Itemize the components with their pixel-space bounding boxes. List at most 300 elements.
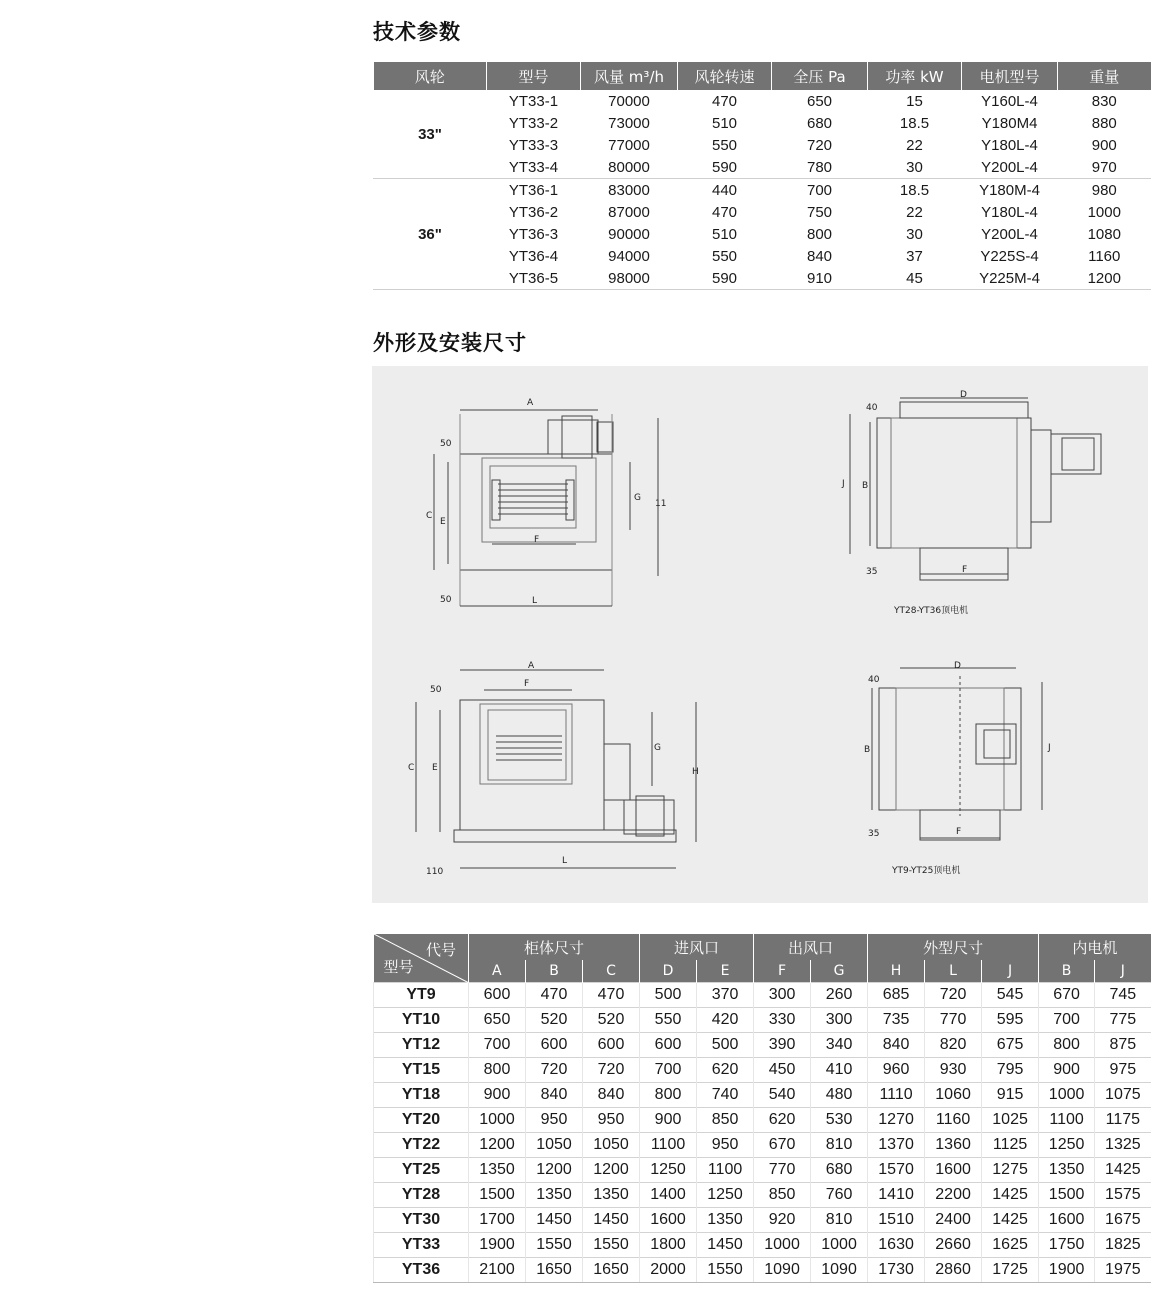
dim-model-cell: YT10: [374, 1008, 469, 1033]
spec-cell: 1160: [1058, 245, 1151, 267]
dim-value-cell: 1725: [982, 1258, 1039, 1283]
spec-cell: 1200: [1058, 267, 1151, 290]
label-bottom-A: A: [528, 661, 535, 671]
dim-value-cell: 340: [811, 1033, 868, 1058]
dim-value-cell: 2100: [469, 1258, 526, 1283]
spec-cell: 80000: [581, 156, 678, 179]
spec-cell: 15: [868, 90, 962, 112]
dim-value-cell: 500: [697, 1033, 754, 1058]
dim-value-cell: 670: [1039, 983, 1095, 1008]
dim-value-cell: 770: [754, 1158, 811, 1183]
dim-value-cell: 1200: [526, 1158, 583, 1183]
spec-cell: 750: [772, 201, 868, 223]
dim-model-cell: YT22: [374, 1133, 469, 1158]
dim-value-cell: 1450: [583, 1208, 640, 1233]
sub-col-C: C: [583, 960, 640, 983]
dim-value-cell: 700: [1039, 1008, 1095, 1033]
spec-cell: 1080: [1058, 223, 1151, 245]
dim-value-cell: 1275: [982, 1158, 1039, 1183]
dim-value-cell: 1350: [583, 1183, 640, 1208]
spec-cell: 18.5: [868, 179, 962, 202]
label-top-50b: 50: [440, 595, 452, 605]
dim-value-cell: 1550: [526, 1233, 583, 1258]
dim-value-cell: 1090: [811, 1258, 868, 1283]
elevation-view-bottom-motor: [416, 670, 696, 868]
dim-value-cell: 480: [811, 1083, 868, 1108]
dim-value-cell: 1250: [697, 1183, 754, 1208]
dim-value-cell: 1090: [754, 1258, 811, 1283]
dim-value-cell: 470: [583, 983, 640, 1008]
group-cabinet: 柜体尺寸: [469, 934, 640, 960]
dim-value-cell: 600: [469, 983, 526, 1008]
dim-value-cell: 1050: [583, 1133, 640, 1158]
spec-cell: 98000: [581, 267, 678, 290]
dim-subheader-row: [374, 960, 1151, 983]
spec-col-airflow: 风量 m³/h: [581, 62, 678, 90]
dim-row: [374, 1058, 1151, 1083]
dim-value-cell: 1650: [583, 1258, 640, 1283]
dim-value-cell: 1800: [640, 1233, 697, 1258]
dim-value-cell: 900: [640, 1108, 697, 1133]
wheel-size-cell: 33": [374, 90, 487, 179]
spec-cell: Y180L-4: [962, 201, 1058, 223]
spec-cell: 550: [678, 134, 772, 156]
spec-cell: 77000: [581, 134, 678, 156]
spec-cell: Y225S-4: [962, 245, 1058, 267]
dim-value-cell: 915: [982, 1083, 1039, 1108]
dim-value-cell: 1160: [925, 1108, 982, 1133]
sub-col-F: F: [754, 960, 811, 983]
spec-cell: Y180M-4: [962, 179, 1058, 202]
dim-value-cell: 760: [811, 1183, 868, 1208]
dim-value-cell: 540: [754, 1083, 811, 1108]
spec-cell: 18.5: [868, 112, 962, 134]
label-top-C: C: [426, 511, 433, 521]
spec-cell: 910: [772, 267, 868, 290]
label-top-G: G: [634, 493, 641, 503]
spec-cell: 550: [678, 245, 772, 267]
label-bottom-H: H: [692, 767, 699, 777]
sub-col-L: L: [925, 960, 982, 983]
dim-value-cell: 1600: [925, 1158, 982, 1183]
dim-value-cell: 260: [811, 983, 868, 1008]
dim-model-cell: YT9: [374, 983, 469, 1008]
elevation-view-top-motor: [434, 410, 658, 606]
spec-cell: Y160L-4: [962, 90, 1058, 112]
dim-value-cell: 850: [697, 1108, 754, 1133]
dim-value-cell: 1450: [526, 1208, 583, 1233]
label-top-L: L: [532, 596, 538, 606]
dim-value-cell: 1510: [868, 1208, 925, 1233]
spec-col-model: 型号: [487, 62, 581, 90]
dim-value-cell: 960: [868, 1058, 925, 1083]
spec-cell: 70000: [581, 90, 678, 112]
dim-value-cell: 900: [469, 1083, 526, 1108]
caption-top-motor-small: YT9-YT25顶电机: [892, 866, 961, 876]
dim-value-cell: 450: [754, 1058, 811, 1083]
dim-value-cell: 1000: [754, 1233, 811, 1258]
label-top-11: 11: [655, 499, 667, 509]
dim-value-cell: 920: [754, 1208, 811, 1233]
dim-value-cell: 670: [754, 1133, 811, 1158]
dim-value-cell: 1625: [982, 1233, 1039, 1258]
dim-value-cell: 1200: [583, 1158, 640, 1183]
dim-row: [374, 1183, 1151, 1208]
dim-value-cell: 700: [469, 1033, 526, 1058]
spec-cell: YT36-3: [487, 223, 581, 245]
dim-value-cell: 735: [868, 1008, 925, 1033]
dim-value-cell: 680: [811, 1158, 868, 1183]
dim-value-cell: 800: [640, 1083, 697, 1108]
spec-cell: 590: [678, 267, 772, 290]
specs-section-title: 技术参数: [373, 20, 461, 44]
dim-value-cell: 1630: [868, 1233, 925, 1258]
wheel-size-cell: 36": [374, 179, 487, 290]
dim-value-cell: 1270: [868, 1108, 925, 1133]
sub-col-J: J: [982, 960, 1039, 983]
label-bottom-right-40: 40: [868, 675, 880, 685]
dim-value-cell: 1200: [469, 1133, 526, 1158]
label-bottom-right-F: F: [956, 827, 962, 837]
dim-value-cell: 1100: [1039, 1108, 1095, 1133]
dim-value-cell: 950: [697, 1133, 754, 1158]
dim-value-cell: 1570: [868, 1158, 925, 1183]
spec-cell: 440: [678, 179, 772, 202]
dim-value-cell: 1410: [868, 1183, 925, 1208]
dim-value-cell: 840: [583, 1083, 640, 1108]
spec-col-weight: 重量: [1058, 62, 1151, 90]
spec-row: [374, 245, 1151, 267]
spec-cell: 470: [678, 90, 772, 112]
spec-table: [373, 62, 1151, 290]
dim-value-cell: 2400: [925, 1208, 982, 1233]
dim-value-cell: 1110: [868, 1083, 925, 1108]
dim-value-cell: 1100: [697, 1158, 754, 1183]
dim-value-cell: 370: [697, 983, 754, 1008]
spec-col-power: 功率 kW: [868, 62, 962, 90]
spec-col-pressure: 全压 Pa: [772, 62, 868, 90]
dim-value-cell: 1450: [697, 1233, 754, 1258]
sub-col-H: H: [868, 960, 925, 983]
dim-value-cell: 1050: [526, 1133, 583, 1158]
label-bottom-right-35: 35: [868, 829, 880, 839]
label-top-50a: 50: [440, 439, 452, 449]
dim-value-cell: 1500: [1039, 1183, 1095, 1208]
dim-row: [374, 1208, 1151, 1233]
dim-value-cell: 2200: [925, 1183, 982, 1208]
spec-row: [374, 112, 1151, 134]
dim-value-cell: 1700: [469, 1208, 526, 1233]
group-outline: 外型尺寸: [868, 934, 1039, 960]
label-top-A: A: [527, 398, 534, 408]
dim-value-cell: 470: [526, 983, 583, 1008]
dim-value-cell: 800: [469, 1058, 526, 1083]
label-right-D: D: [960, 390, 967, 400]
dim-value-cell: 900: [1039, 1058, 1095, 1083]
dim-value-cell: 300: [811, 1008, 868, 1033]
spec-cell: 680: [772, 112, 868, 134]
dim-value-cell: 1900: [1039, 1258, 1095, 1283]
dim-value-cell: 2660: [925, 1233, 982, 1258]
dim-model-cell: YT12: [374, 1033, 469, 1058]
dim-row: [374, 1008, 1151, 1033]
spec-cell: 22: [868, 134, 962, 156]
spec-row: [374, 179, 1151, 202]
dim-model-cell: YT33: [374, 1233, 469, 1258]
dim-value-cell: 300: [754, 983, 811, 1008]
dim-value-cell: 930: [925, 1058, 982, 1083]
dim-model-cell: YT15: [374, 1058, 469, 1083]
spec-row: [374, 134, 1151, 156]
spec-cell: 840: [772, 245, 868, 267]
dim-value-cell: 1425: [1095, 1158, 1151, 1183]
spec-cell: YT33-1: [487, 90, 581, 112]
dim-value-cell: 820: [925, 1033, 982, 1058]
spec-cell: YT36-5: [487, 267, 581, 290]
dim-value-cell: 675: [982, 1033, 1039, 1058]
dim-value-cell: 1075: [1095, 1083, 1151, 1108]
spec-cell: 30: [868, 223, 962, 245]
spec-cell: 22: [868, 201, 962, 223]
label-bottom-right-D: D: [954, 661, 961, 671]
spec-cell: 830: [1058, 90, 1151, 112]
dim-value-cell: 1975: [1095, 1258, 1151, 1283]
spec-cell: 880: [1058, 112, 1151, 134]
dim-value-cell: 1100: [640, 1133, 697, 1158]
dim-value-cell: 1025: [982, 1108, 1039, 1133]
dim-value-cell: 745: [1095, 983, 1151, 1008]
spec-cell: 980: [1058, 179, 1151, 202]
spec-cell: 37: [868, 245, 962, 267]
dim-value-cell: 2000: [640, 1258, 697, 1283]
sub-col-D: D: [640, 960, 697, 983]
dimension-table: [373, 934, 1151, 1283]
spec-cell: 970: [1058, 156, 1151, 179]
spec-cell: 510: [678, 223, 772, 245]
dim-value-cell: 545: [982, 983, 1039, 1008]
dim-group-header-row: [374, 934, 1151, 960]
group-inner-motor: 内电机: [1039, 934, 1151, 960]
spec-col-wheel: 风轮: [374, 62, 487, 90]
drawings-svg: [372, 366, 1148, 903]
dim-value-cell: 1350: [1039, 1158, 1095, 1183]
group-inlet: 进风口: [640, 934, 754, 960]
caption-top-motor-large: YT28-YT36顶电机: [894, 606, 969, 616]
dim-row: [374, 1258, 1151, 1283]
dim-value-cell: 390: [754, 1033, 811, 1058]
sub-col-G: G: [811, 960, 868, 983]
spec-cell: 1000: [1058, 201, 1151, 223]
dim-value-cell: 840: [526, 1083, 583, 1108]
spec-cell: 510: [678, 112, 772, 134]
sub-col-E: E: [697, 960, 754, 983]
dim-row: [374, 1108, 1151, 1133]
dim-value-cell: 1750: [1039, 1233, 1095, 1258]
spec-cell: 90000: [581, 223, 678, 245]
dim-value-cell: 595: [982, 1008, 1039, 1033]
dim-model-cell: YT25: [374, 1158, 469, 1183]
spec-cell: Y200L-4: [962, 156, 1058, 179]
dim-value-cell: 1060: [925, 1083, 982, 1108]
dim-model-cell: YT30: [374, 1208, 469, 1233]
dim-value-cell: 420: [697, 1008, 754, 1033]
label-top-F: F: [534, 535, 540, 545]
dim-value-cell: 1400: [640, 1183, 697, 1208]
spec-row: [374, 156, 1151, 179]
spec-row: [374, 223, 1151, 245]
spec-col-speed: 风轮转速: [678, 62, 772, 90]
spec-cell: YT33-4: [487, 156, 581, 179]
label-bottom-L: L: [562, 856, 568, 866]
dim-value-cell: 1425: [982, 1183, 1039, 1208]
dim-value-cell: 800: [1039, 1033, 1095, 1058]
dim-row: [374, 1233, 1151, 1258]
spec-row: [374, 201, 1151, 223]
dim-corner-cell: [374, 934, 469, 983]
plan-view-bottom-motor: [872, 668, 1042, 840]
spec-cell: 87000: [581, 201, 678, 223]
spec-cell: Y180M4: [962, 112, 1058, 134]
dim-value-cell: 1175: [1095, 1108, 1151, 1133]
dim-value-cell: 1325: [1095, 1133, 1151, 1158]
dim-value-cell: 1550: [583, 1233, 640, 1258]
spec-cell: 780: [772, 156, 868, 179]
label-right-B: B: [862, 481, 869, 491]
sub-col-B: B: [526, 960, 583, 983]
spec-cell: YT33-2: [487, 112, 581, 134]
dim-value-cell: 1500: [469, 1183, 526, 1208]
dim-value-cell: 600: [526, 1033, 583, 1058]
spec-cell: 30: [868, 156, 962, 179]
dim-value-cell: 1350: [697, 1208, 754, 1233]
dim-value-cell: 875: [1095, 1033, 1151, 1058]
spec-cell: 700: [772, 179, 868, 202]
dim-value-cell: 1425: [982, 1208, 1039, 1233]
dim-value-cell: 950: [526, 1108, 583, 1133]
dim-row: [374, 1033, 1151, 1058]
dim-value-cell: 520: [526, 1008, 583, 1033]
dim-value-cell: 1825: [1095, 1233, 1151, 1258]
dim-value-cell: 1900: [469, 1233, 526, 1258]
spec-cell: 83000: [581, 179, 678, 202]
dim-value-cell: 1000: [469, 1108, 526, 1133]
dim-value-cell: 1575: [1095, 1183, 1151, 1208]
dim-model-cell: YT36: [374, 1258, 469, 1283]
dim-value-cell: 1370: [868, 1133, 925, 1158]
dim-value-cell: 500: [640, 983, 697, 1008]
label-bottom-E: E: [432, 763, 438, 773]
spec-col-motor: 电机型号: [962, 62, 1058, 90]
spec-cell: 590: [678, 156, 772, 179]
corner-code-label: 代号: [425, 941, 456, 959]
spec-cell: 900: [1058, 134, 1151, 156]
sub-col-motor-B: B: [1039, 960, 1095, 983]
spec-cell: 650: [772, 90, 868, 112]
dim-value-cell: 330: [754, 1008, 811, 1033]
label-bottom-C: C: [408, 763, 415, 773]
spec-cell: 720: [772, 134, 868, 156]
dim-value-cell: 950: [583, 1108, 640, 1133]
dim-value-cell: 550: [640, 1008, 697, 1033]
label-right-F: F: [962, 565, 968, 575]
outline-section-title: 外形及安装尺寸: [373, 331, 527, 355]
dim-value-cell: 1730: [868, 1258, 925, 1283]
corner-model-label: 型号: [383, 958, 414, 976]
spec-row: [374, 90, 1151, 112]
label-right-35: 35: [866, 567, 878, 577]
spec-row: [374, 267, 1151, 290]
spec-cell: 800: [772, 223, 868, 245]
sub-col-motor-J: J: [1095, 960, 1151, 983]
dim-value-cell: 720: [583, 1058, 640, 1083]
dim-value-cell: 840: [868, 1033, 925, 1058]
dim-value-cell: 1360: [925, 1133, 982, 1158]
label-bottom-50: 50: [430, 685, 442, 695]
dim-row: [374, 1158, 1151, 1183]
label-right-40: 40: [866, 403, 878, 413]
label-bottom-F: F: [524, 679, 530, 689]
label-bottom-right-J: J: [1048, 743, 1051, 753]
spec-cell: 45: [868, 267, 962, 290]
sub-col-A: A: [469, 960, 526, 983]
dim-value-cell: 1600: [1039, 1208, 1095, 1233]
dim-value-cell: 2860: [925, 1258, 982, 1283]
spec-cell: YT33-3: [487, 134, 581, 156]
dim-value-cell: 1675: [1095, 1208, 1151, 1233]
dim-value-cell: 775: [1095, 1008, 1151, 1033]
dim-value-cell: 1250: [640, 1158, 697, 1183]
dim-value-cell: 1000: [811, 1233, 868, 1258]
dim-value-cell: 650: [469, 1008, 526, 1033]
dim-row: [374, 1083, 1151, 1108]
spec-cell: Y180L-4: [962, 134, 1058, 156]
spec-cell: YT36-1: [487, 179, 581, 202]
group-outlet: 出风口: [754, 934, 868, 960]
spec-cell: 470: [678, 201, 772, 223]
dim-value-cell: 1000: [1039, 1083, 1095, 1108]
dim-value-cell: 1350: [526, 1183, 583, 1208]
dim-value-cell: 1650: [526, 1258, 583, 1283]
dim-value-cell: 795: [982, 1058, 1039, 1083]
dim-value-cell: 685: [868, 983, 925, 1008]
dim-value-cell: 620: [754, 1108, 811, 1133]
spec-cell: 73000: [581, 112, 678, 134]
dim-value-cell: 720: [526, 1058, 583, 1083]
dim-value-cell: 600: [583, 1033, 640, 1058]
label-bottom-G: G: [654, 743, 661, 753]
dim-model-cell: YT28: [374, 1183, 469, 1208]
dim-row: [374, 1133, 1151, 1158]
spec-cell: Y225M-4: [962, 267, 1058, 290]
dim-value-cell: 975: [1095, 1058, 1151, 1083]
dim-value-cell: 520: [583, 1008, 640, 1033]
label-right-J: J: [842, 479, 845, 489]
dim-model-cell: YT20: [374, 1108, 469, 1133]
spec-cell: 94000: [581, 245, 678, 267]
plan-view-top-motor: [850, 398, 1101, 580]
dim-value-cell: 1125: [982, 1133, 1039, 1158]
dim-value-cell: 410: [811, 1058, 868, 1083]
label-top-E: E: [440, 517, 446, 527]
dim-value-cell: 600: [640, 1033, 697, 1058]
dim-value-cell: 700: [640, 1058, 697, 1083]
label-bottom-110: 110: [426, 867, 444, 877]
dim-model-cell: YT18: [374, 1083, 469, 1108]
dim-value-cell: 810: [811, 1208, 868, 1233]
dim-value-cell: 1600: [640, 1208, 697, 1233]
dim-row: [374, 983, 1151, 1008]
dim-value-cell: 810: [811, 1133, 868, 1158]
